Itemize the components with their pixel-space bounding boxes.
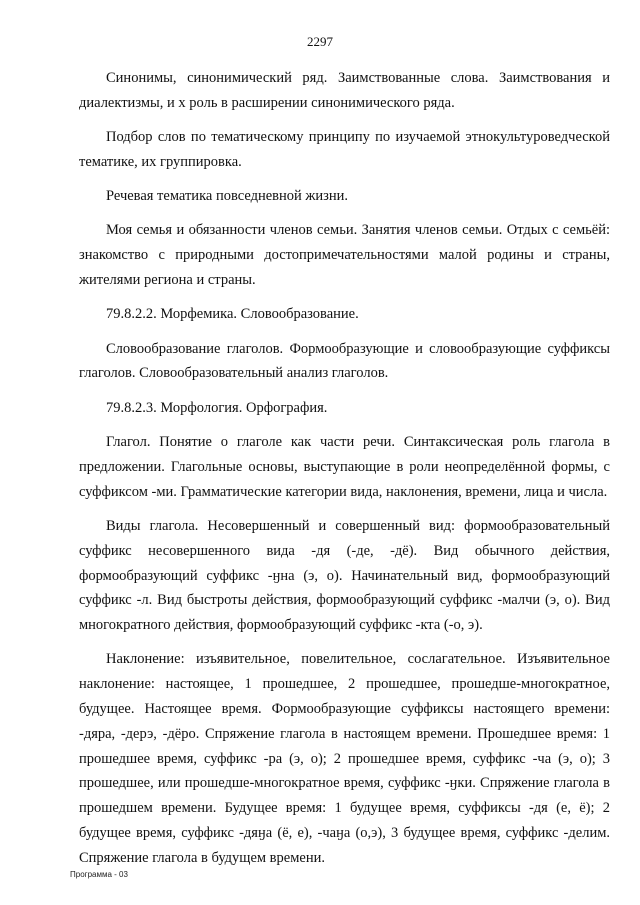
paragraph-verb-aspects: Виды глагола. Несовершенный и совершенный вид: формообразовательный суффикс несовершенного вида -дя (-де, -дё). Вид обычного действия, формообразующий суффикс -ӈна (э, о). Начинательный вид, формообразующий суффикс -л. Вид быстроты действия, формообразующий суффикс -малчи (э, о). Вид многократного действия, формообразующий суффикс -кта (-о, э). bbox=[79, 517, 610, 634]
paragraph-word-selection: Подбор слов по тематическому принципу по изучаемой этнокультуроведческой тематике, их группировка. bbox=[79, 129, 610, 170]
section-heading-morphology: 79.8.2.3. Морфология. Орфография. bbox=[106, 399, 328, 416]
paragraph-synonyms: Синонимы, синонимический ряд. Заимствованные слова. Заимствования и диалектизмы, и х роль в расширении синонимического ряда. bbox=[79, 70, 610, 111]
footer-label: Программа - 03 bbox=[70, 870, 128, 879]
page-number: 2297 bbox=[307, 34, 333, 49]
paragraph-speech-topics: Речевая тематика повседневной жизни. bbox=[106, 188, 349, 205]
paragraph-verb-concept: Глагол. Понятие о глаголе как части речи. Синтаксическая роль глагола в предложении. Глагольные основы, выступающие в роли неопределённой формы, с суффиксом -ми. Грамматические категории вида, наклонения, времени, лица и числа. bbox=[79, 434, 610, 500]
paragraph-mood: Наклонение: изъявительное, повелительное, сослагательное. Изъявительное наклонение: настоящее, 1 прошедшее, 2 прошедшее, прошедше-многократное, будущее. Настоящее время. Формообразующие суффиксы настоящего времени: -дяра, -дерэ, -дёро. Спряжение глагола в настоящем времени. Прошедшее время: 1 прошедшее время, суффикс -ра (э, о); 2 прошедшее время, суффикс -ча (э, о); 3 прошедшее, или прошедше-многократное время, суффикс -ӈки. Спряжение глагола в прошедшем времени. Будущее время: 1 будущее время, суффиксы -дя (е, ё); 2 будущее время, суффикс -дяӈа (ё, е), -чаӈа (о,э), 3 будущее время, суффикс -делим. Спряжение глагола в будущем времени. bbox=[79, 651, 610, 866]
paragraph-verb-word-formation: Словообразование глаголов. Формообразующие и словообразующие суффиксы глаголов. Словообразовательный анализ глаголов. bbox=[79, 340, 610, 382]
paragraph-family: Моя семья и обязанности членов семьи. Занятия членов семьи. Отдых с семьёй: знакомство с природными достопримечательностями малой родины и страны, жителями региона и страны. bbox=[79, 222, 610, 289]
section-heading-morphemics: 79.8.2.2. Морфемика. Словообразование. bbox=[106, 306, 359, 323]
body-text bbox=[79, 66, 610, 880]
